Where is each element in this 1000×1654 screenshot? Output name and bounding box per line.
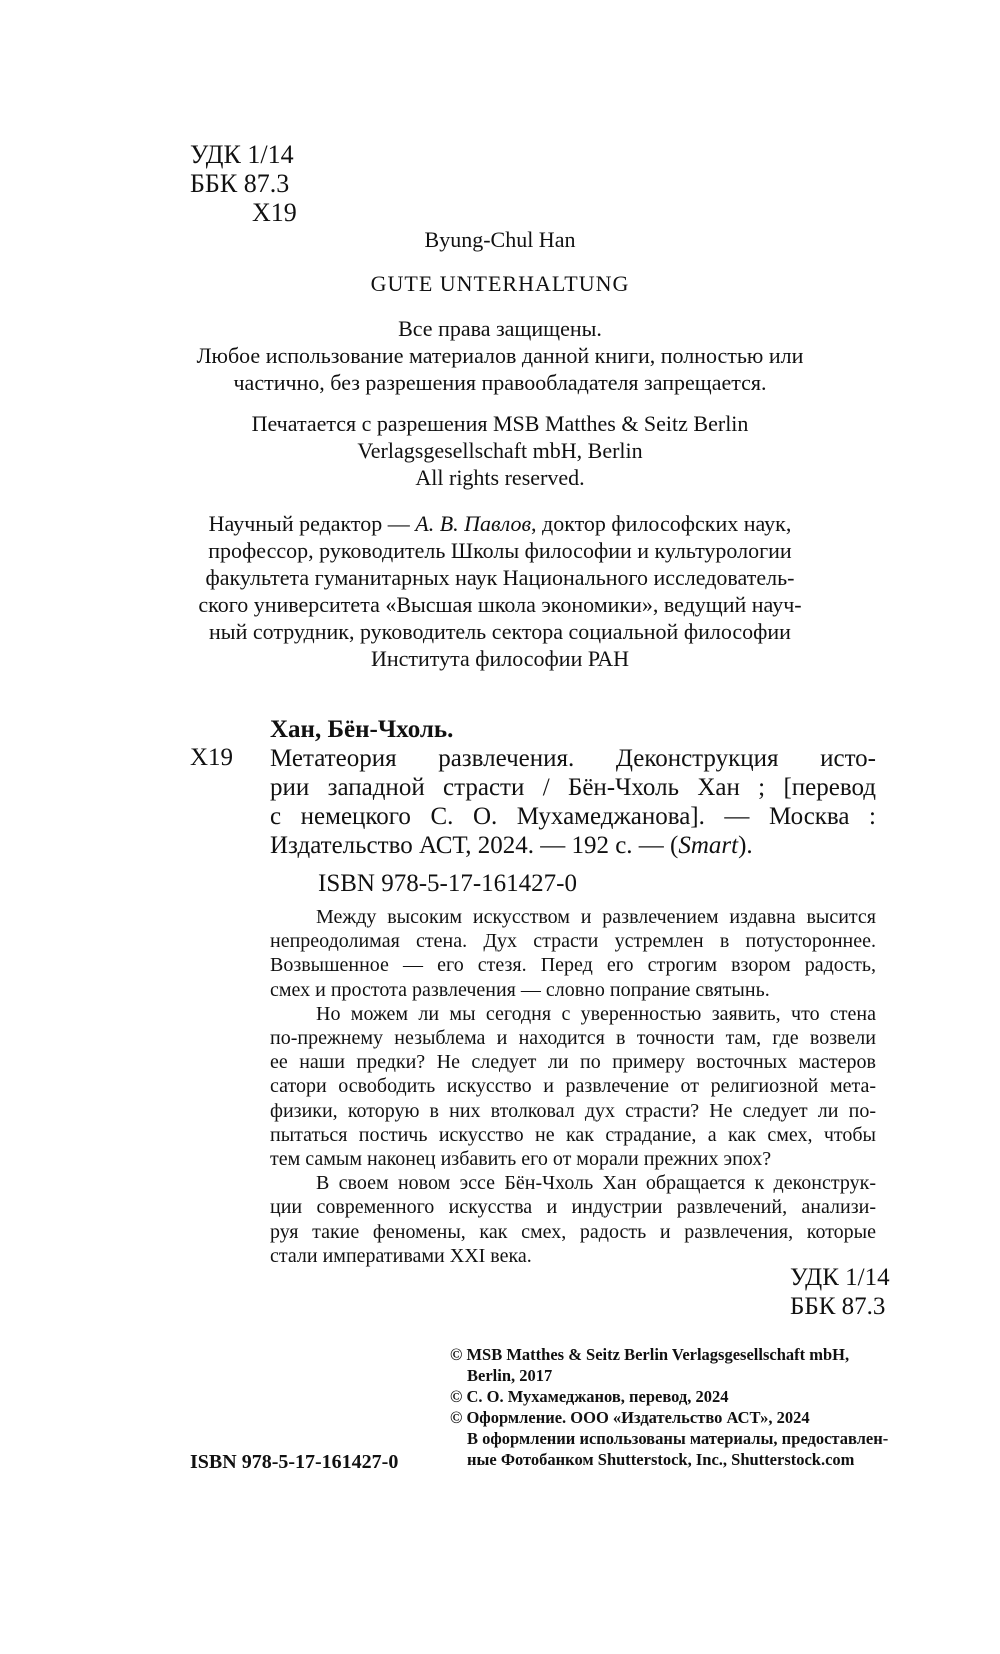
bib-line: с немецкого С. О. Мухамеджанова]. — Москва : [270,803,876,830]
annotation-line: физики, которую в них втолковал дух страсти? Не следует ли по- [270,1099,876,1122]
bib-line [270,831,876,860]
annotation-line: пытаться постичь искусство не как страдание, а как смех, чтобы [270,1123,876,1146]
editor-line: ского университета «Высшая школа экономики», ведущий науч- [198,592,802,617]
editor-prefix: Научный редактор — [208,511,416,536]
rights-line: Любое использование материалов данной книги, полностью или [196,343,804,368]
annotation [270,905,876,1268]
editor-notice [0,510,1000,672]
bib-series: Smart [678,832,739,859]
original-title: GUTE UNTERHALTUNG [370,271,630,296]
original-author: Byung-Chul Han [424,227,576,252]
annotation-line: тем самым наконец избавить его от морали прежних эпох? [270,1148,772,1171]
bib-line: рии западной страсти / Бён-Чхоль Хан ; [перевод [270,774,876,801]
bbk-code-bottom: ББК 87.3 [790,1293,886,1320]
annotation-line: руя такие феномены, как смех, радость и развлечения, которые [270,1220,876,1243]
annotation-line: стали императивами XXI века. [270,1244,532,1267]
annotation-line: непреодолимая стена. Дух страсти устремлен в потустороннее. [270,930,876,953]
editor-name: А. В. Павлов [415,511,531,536]
permission-notice [0,410,1000,491]
copyright-line: © Оформление. ООО «Издательство АСТ», 2024 [450,1408,810,1427]
bbk-code: ББК 87.3 [190,169,290,198]
editor-line: ный сотрудник, руководитель сектора социальной философии [209,619,791,644]
permission-line: Verlagsgesellschaft mbH, Berlin [357,438,643,463]
copyright-block [450,1344,888,1470]
bib-end: ). [738,832,753,859]
copyright-line: В оформлении использованы материалы, предоставлен- [467,1429,889,1448]
editor-line: Института философии РАН [370,646,630,671]
bib-line: Метатеория развлечения. Деконструкция исто- [270,745,876,772]
bib-code: Х19 [190,744,234,771]
editor-suffix: , доктор философских наук, [531,511,792,536]
author-mark: Х19 [252,198,297,227]
annotation-line: ее наши предки? Не следует ли по примеру восточных мастеров [270,1051,876,1074]
annotation-line: Между высоким искусством и развлечением издавна высится [316,906,876,928]
permission-line: Печатается с разрешения MSB Matthes & Seitz Berlin [251,411,749,436]
bib-description [270,744,876,860]
annotation-line: ции современного искусства и индустрии развлечений, анализи- [270,1196,876,1219]
annotation-line: смех и простота развлечения — словно попрание святынь. [270,978,770,1001]
annotation-line: В своем новом эссе Бён-Чхоль Хан обращается к деконструк- [316,1172,876,1195]
copyright-line: © С. О. Мухамеджанов, перевод, 2024 [450,1387,729,1406]
classification-bottom [790,1263,890,1321]
annotation-line: Возвышенное — его стезя. Перед его строгим взором радость, [270,954,876,977]
bib-author: Хан, Бён-Чхоль. [270,716,454,743]
bib-isbn: ISBN 978-5-17-161427-0 [318,870,578,897]
classification-block [190,140,297,227]
bib-publisher: Издательство АСТ, 2024. — 192 с. — ( [270,832,679,859]
editor-line [0,510,1000,537]
annotation-line: по-прежнему незыблема и находится в точности там, где возвели [270,1027,876,1050]
isbn-bottom: ISBN 978-5-17-161427-0 [190,1451,399,1473]
udk-code: УДК 1/14 [190,140,294,169]
annotation-line: сатори освободить искусство и развлечение от религиозной мета- [270,1075,876,1098]
copyright-line: © MSB Matthes & Seitz Berlin Verlagsgesellschaft mbH, [450,1345,850,1364]
udk-code-bottom: УДК 1/14 [790,1264,890,1291]
permission-line: All rights reserved. [415,465,585,490]
rights-line: частично, без разрешения правообладателя запрещается. [233,370,767,395]
copyright-line: ные Фотобанком Shutterstock, Inc., Shutterstock.com [467,1450,855,1469]
rights-line: Все права защищены. [398,316,602,341]
copyright-line: Berlin, 2017 [467,1366,553,1385]
annotation-line: Но можем ли мы сегодня с уверенностью заявить, что стена [316,1002,876,1025]
editor-line: факультета гуманитарных наук Национального исследователь- [205,565,795,590]
editor-line: профессор, руководитель Школы философии и культурологии [208,538,792,563]
rights-notice [0,315,1000,396]
